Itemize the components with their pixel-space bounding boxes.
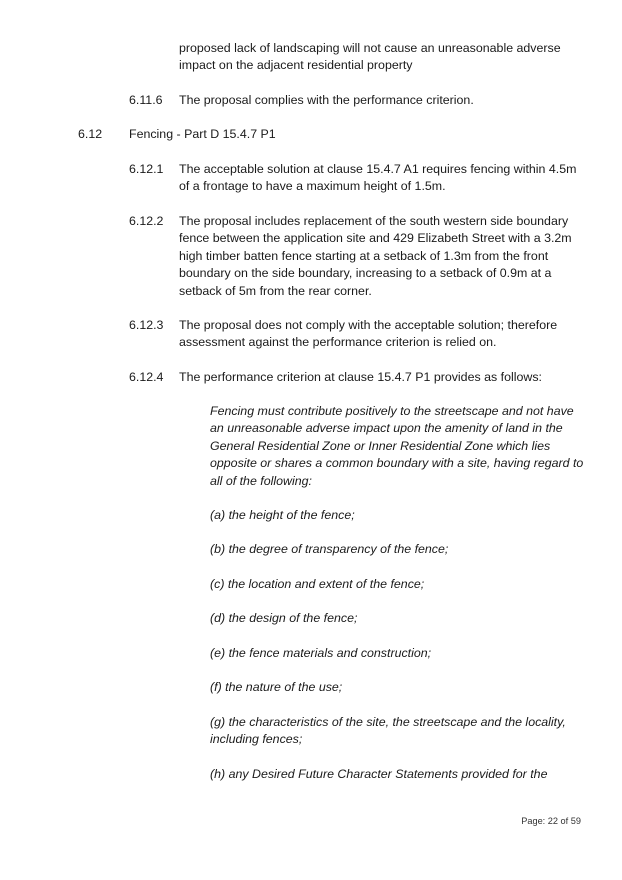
quoted-criterion-intro: Fencing must contribute positively to the streetscape and not have an unreasonable adverse impact upon the amenity of land in the General Residential Zone or Inner Residential Zone which lies opposite or shares a common boundary with a site, having regard to all of the following:	[210, 404, 584, 488]
criterion-item-g: (g) the characteristics of the site, the streetscape and the locality, including fences;	[210, 715, 566, 747]
paragraph-number-6-11-6: 6.11.6	[129, 93, 163, 107]
continuation-paragraph: proposed lack of landscaping will not cause an unreasonable adverse impact on the adjacent residential property	[179, 41, 561, 73]
paragraph-number-6-12-2: 6.12.2	[129, 214, 164, 228]
paragraph-6-12-1: The acceptable solution at clause 15.4.7 A1 requires fencing within 4.5m of a frontage to have a maximum height of 1.5m.	[179, 162, 577, 194]
paragraph-6-12-3: The proposal does not comply with the acceptable solution; therefore assessment against the performance criterion is relied on.	[179, 318, 558, 350]
page-number-footer: Page: 22 of 59	[521, 816, 581, 826]
paragraph-number-6-12-3: 6.12.3	[129, 318, 164, 332]
section-heading-6-12: Fencing - Part D 15.4.7 P1	[129, 127, 276, 141]
section-number-6-12: 6.12	[78, 127, 103, 141]
paragraph-number-6-12-4: 6.12.4	[129, 370, 164, 384]
paragraph-6-12-2: The proposal includes replacement of the south western side boundary fence between the application site and 429 Elizabeth Street with a 3.2m high timber batten fence starting at a setback of 1.3m from the front boundary on the side boundary, increasing to a setback of 0.9m at a setback of 5m from the rear corner.	[179, 214, 572, 298]
criterion-item-b: (b) the degree of transparency of the fence;	[210, 542, 449, 556]
criterion-item-a: (a) the height of the fence;	[210, 508, 355, 522]
criterion-item-c: (c) the location and extent of the fence;	[210, 577, 425, 591]
criterion-item-h: (h) any Desired Future Character Statements provided for the	[210, 767, 548, 781]
criterion-item-d: (d) the design of the fence;	[210, 611, 358, 625]
paragraph-number-6-12-1: 6.12.1	[129, 162, 164, 176]
paragraph-6-12-4: The performance criterion at clause 15.4.7 P1 provides as follows:	[179, 370, 542, 384]
criterion-item-f: (f) the nature of the use;	[210, 680, 343, 694]
criterion-item-e: (e) the fence materials and construction;	[210, 646, 432, 660]
paragraph-6-11-6: The proposal complies with the performance criterion.	[179, 93, 474, 107]
